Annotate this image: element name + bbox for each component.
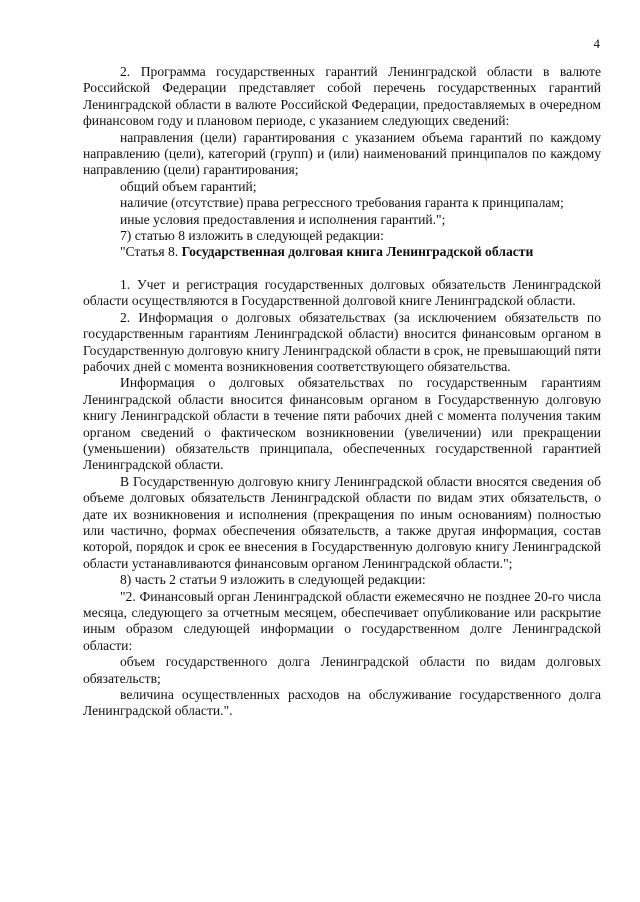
paragraph-amend-article-8: 7) статью 8 изложить в следующей редакции:	[120, 228, 384, 244]
paragraph-regress-right: наличие (отсутствие) права регрессного требования гаранта к принципалам;	[120, 195, 564, 211]
paragraph-guarantee-obligations-info: Информация о долговых обязательствах по государственным гарантиям Ленинградской области вносится финансовым органом в Государственную долговую книгу Ленинградской области в течение пяти рабочих дней с момента получения таким органом сведений о фактическом возникновении (увеличении) или прекращении (уменьшении) обязательств принципала, обеспеченных государственной гарантией Ленинградской области.	[83, 375, 601, 473]
paragraph-debt-volume: объем государственного долга Ленинградской области по видам долговых обязательств;	[83, 654, 601, 686]
paragraph-amend-article-9: 8) часть 2 статьи 9 изложить в следующей редакции:	[120, 572, 426, 588]
paragraph-other-conditions: иные условия предоставления и исполнения гарантий.";	[120, 211, 446, 227]
paragraph-monthly-publication: "2. Финансовый орган Ленинградской области ежемесячно не позднее 20-го числа месяца, следующего за отчетным месяцем, обеспечивает опубликование или раскрытие иным образом следующей информации о государственном долге Ленинградской области:	[83, 588, 601, 653]
paragraph-debt-book-contents: В Государственную долговую книгу Ленинградской области вносятся сведения об объеме долговых обязательств Ленинградской области по видам этих обязательств, о дате их возникновения и исполнения (прекращения по иным основаниям) полностью или частично, формах обеспечения обязательств, а также другая информация, состав которой, порядок и срок ее внесения в Государственную долговую книгу Ленинградской области устанавливаются финансовым органом Ленинградской области.";	[83, 473, 601, 571]
paragraph-total-guarantees: общий объем гарантий;	[120, 178, 257, 194]
paragraph-debt-book-registration: 1. Учет и регистрация государственных долговых обязательств Ленинградской области осуществляются в Государственной долговой книге Ленинградской области.	[83, 276, 601, 309]
article-8-heading	[83, 244, 601, 260]
document-body	[83, 64, 601, 720]
article-8-title: Государственная долговая книга Ленинградской области	[181, 244, 534, 260]
paragraph-guarantee-directions: направления (цели) гарантирования с указанием объема гарантий по каждому направлению (цели), категорий (групп) и (или) наименований принципалов по каждому направлению (цели) гарантирования;	[83, 129, 601, 178]
paragraph-debt-info-deadline: 2. Информация о долговых обязательствах (за исключением обязательств по государственным гарантиям Ленинградской области) вносится финансовым органом в Государственную долговую книгу Ленинградской области в срок, не превышающий пяти рабочих дней с момента возникновения соответствующего обязательства.	[83, 309, 601, 374]
paragraph-guarantee-program: 2. Программа государственных гарантий Ленинградской области в валюте Российской Федерации представляет собой перечень государственных гарантий Ленинградской области в валюте Российской Федерации, предоставляемых в очередном финансовом году и плановом периоде, с указанием следующих сведений:	[83, 64, 601, 129]
page-number: 4	[593, 36, 600, 51]
paragraph-debt-service-expenses: величина осуществленных расходов на обслуживание государственного долга Ленинградской области.".	[83, 687, 601, 719]
article-8-prefix: "Статья 8.	[120, 244, 182, 260]
